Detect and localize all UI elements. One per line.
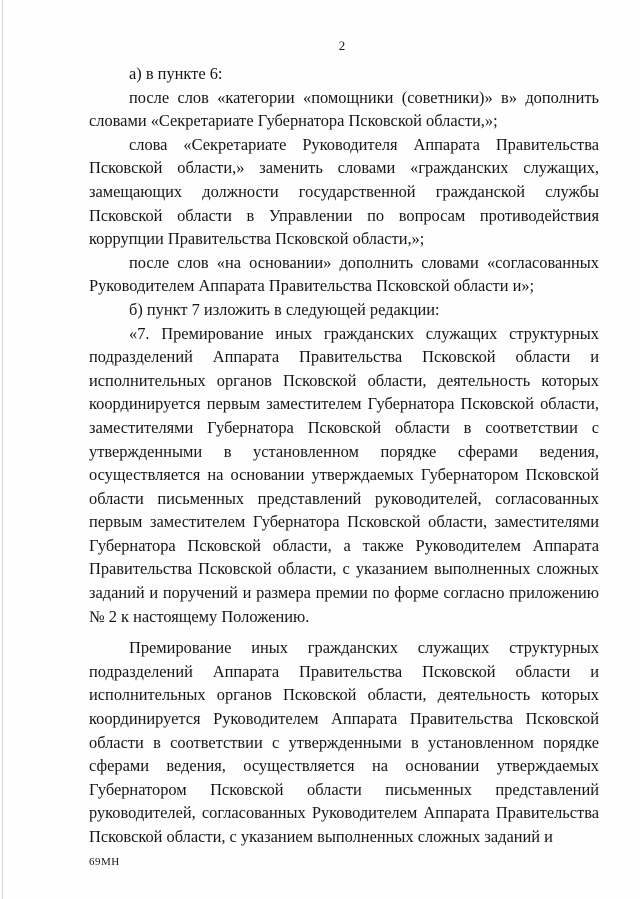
paragraph-amend-on-basis: после слов «на основании» дополнить словами «согласованных Руководителем Аппарата Правительства Псковской области и»; <box>89 252 599 296</box>
paragraph-clause-7-part-1: «7. Премирование иных гражданских служащих структурных подразделений Аппарата Правительства Псковской области и исполнительных органов Псковской области, деятельность которых координируется первым заместителем Губернатора Псковской области, заместителями Губернатора Псковской области в соответствии с утвержденными в установленном порядке сферами ведения, осуществляется на основании утверждаемых Губернатором Псковской области письменных представлений руководителей, согласованных первым заместителем Губернатора Псковской области, заместителями Губернатора Псковской области, а также Руководителем Аппарата Правительства Псковской области, с указанием выполненных сложных заданий и поручений и размера премии по форме согласно приложению № 2 к настоящему Положению. <box>89 323 599 626</box>
paragraph-clause-7-part-2: Премирование иных гражданских служащих структурных подразделений Аппарата Правительства Псковской области и исполнительных органов Псковской области, деятельность которых координируется Руководителем Аппарата Правительства Псковской области в соответствии с утвержденными в установленном порядке сферами ведения, осуществляется на основании утверждаемых Губернатором Псковской области письменных представлений руководителей, согласованных Руководителем Аппарата Правительства Псковской области, с указанием выполненных сложных заданий и <box>89 638 599 846</box>
document-body <box>89 62 599 849</box>
paragraph-amend-after-categories: после слов «категории «помощники (советники)» в» дополнить словами «Секретариате Губернатора Псковской области,»; <box>89 87 599 131</box>
paragraph-item-b: б) пункт 7 изложить в следующей редакции: <box>129 299 440 319</box>
paragraph-replace-secretariat: слова «Секретариате Руководителя Аппарата Правительства Псковской области,» заменить словами «гражданских служащих, замещающих должности государственной гражданской службы Псковской области в Управлении по вопросам противодействия коррупции Правительства Псковской области,»; <box>89 134 599 249</box>
document-code: 69МН <box>89 856 120 868</box>
page-number: 2 <box>338 38 346 53</box>
scan-edge-line <box>2 0 3 899</box>
paragraph-item-a: а) в пункте 6: <box>129 64 223 83</box>
